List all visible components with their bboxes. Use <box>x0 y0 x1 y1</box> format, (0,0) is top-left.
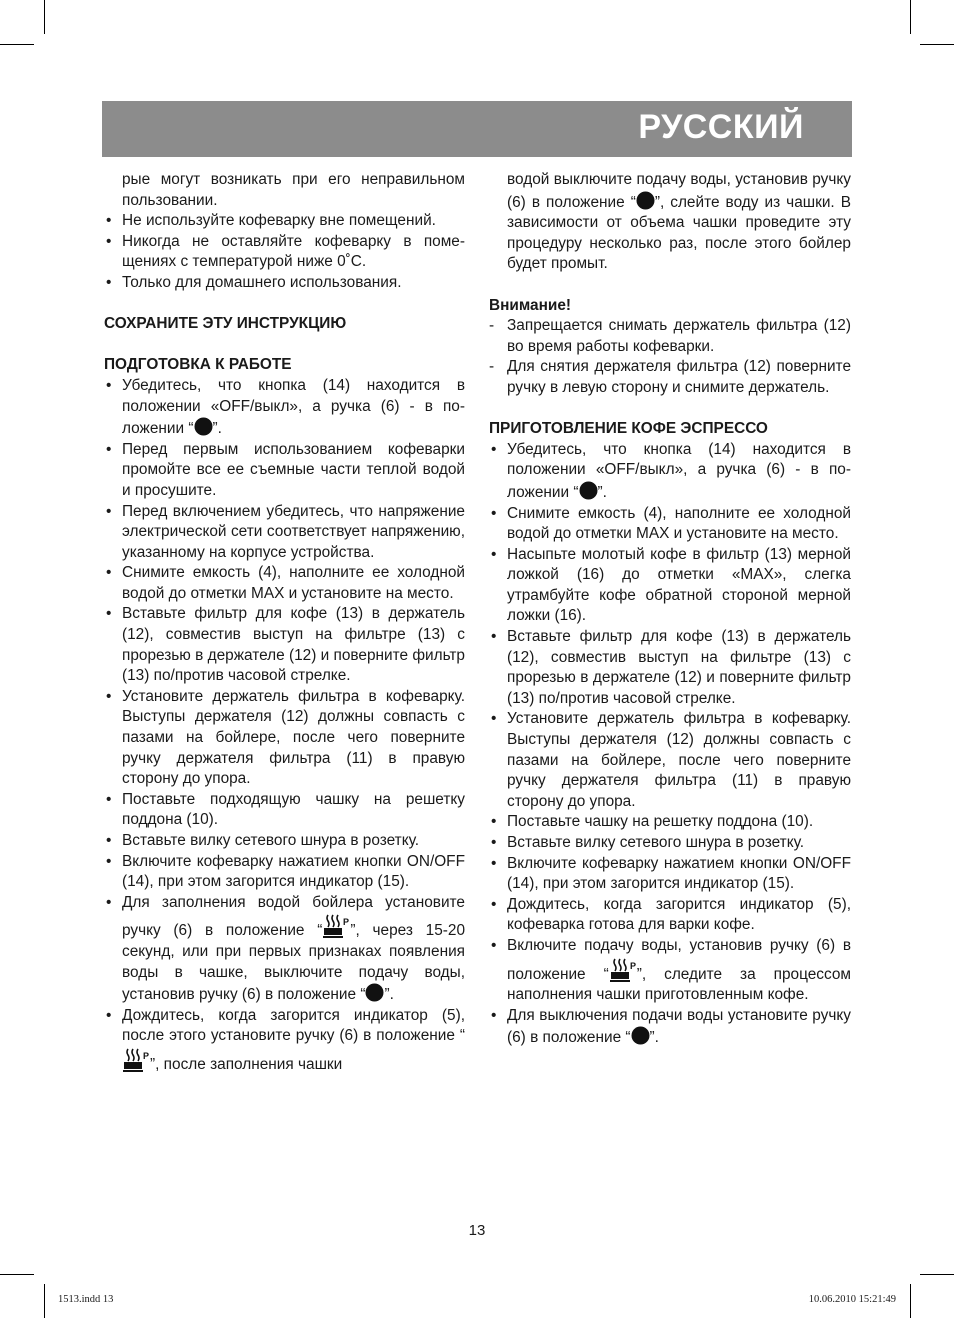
list-item: - Запрещается снимать держатель фильтра (12) во время работы кофеварки. <box>489 317 851 355</box>
svg-text:P: P <box>143 1050 150 1061</box>
warning-heading: Внимание! <box>489 296 572 314</box>
list-item: • Вставьте фильтр для кофе (13) в держатель (12), совместив выступ на фильтре (13) с прорезью в держателе (12) и поверните фильтр (13) по/против часовой стрелке. <box>491 628 851 707</box>
steaming-cup-icon <box>322 913 350 939</box>
page-number: 13 <box>468 1222 486 1239</box>
svg-text:P: P <box>343 917 350 928</box>
filled-circle-icon <box>365 983 384 1002</box>
intro-continuation: рые могут возникать при его неправильном пользовании. <box>122 171 465 209</box>
timestamp-slug: 10.06.2010 15:21:49 <box>808 1294 896 1305</box>
list-item: • Никогда не оставляйте кофеварку в помещениях с температурой ниже 0˚C. <box>106 232 465 271</box>
crop-mark <box>44 1284 45 1318</box>
list-item: • Включите подачу воды, установив ручку (6) в положение “ P ”, следите за процессом наполнения чашки приготовленным кофе. <box>491 936 851 1004</box>
steaming-cup-icon <box>122 1047 150 1073</box>
list-item: • Убедитесь, что кнопка (14) находится в положении «OFF/выкл», а ручка (6) - в положении “ ”. <box>106 376 465 438</box>
right-column <box>489 170 851 1049</box>
list-item: • Не используйте кофеварку вне помещений. <box>106 212 436 230</box>
filled-circle-icon <box>636 191 655 210</box>
list-item: • Вставьте вилку сетевого шнура в розетку. <box>491 834 805 851</box>
list-item: • Установите держатель фильтра в кофеварку. Выступы держателя (12) должны совпасть с пазами на бойлере, после чего поверните ручку держателя фильтра (11) в правую сторону до упора. <box>491 710 851 810</box>
list-item: • Вставьте вилку сетевого шнура в розетку. <box>106 832 420 849</box>
list-item: • Для заполнения водой бойлера установите ручку (6) в положение “ P ”, через 15-20 секунд, или при первых признаках появления воды в чашке, выключите подачу воды, установив ручку (6) в положение “ ”. <box>106 893 466 1004</box>
list-item: • Установите держатель фильтра в кофеварку. Выступы держателя (12) должны совпасть с пазами на бойлере, после чего поверните ручку держателя фильтра (11) в правую сторону до упора. <box>106 687 465 788</box>
crop-mark <box>44 0 45 34</box>
list-item: • Насыпьте молотый кофе в фильтр (13) мерной ложкой (16) до отметки «MAX», слегка утрамбуйте кофе обратной стороной мерной ложки (16). <box>491 545 851 625</box>
steaming-cup-icon <box>609 957 637 983</box>
page-title: РУССКИЙ <box>638 108 804 146</box>
crop-mark <box>910 0 911 34</box>
crop-mark <box>0 1274 34 1275</box>
crop-mark <box>920 1274 954 1275</box>
list-item: • Включите кофеварку нажатием кнопки ON/OFF (14), при этом загорится индикатор (15). <box>491 854 851 893</box>
list-item: • Убедитесь, что кнопка (14) находится в положении «OFF/выкл», а ручка (6) - в положении “ ”. <box>491 440 851 501</box>
list-item: • Поставьте чашку на решетку поддона (10). <box>491 813 814 831</box>
list-item: • Дождитесь, когда загорится индикатор (5), после этого установите ручку (6) в положение “ P ”, после заполнения чашки <box>106 1006 465 1073</box>
preparation-heading: ПОДГОТОВКА К РАБОТЕ <box>104 356 292 374</box>
list-item: • Снимите емкость (4), наполните ее холодной водой до отметки MAX и установите на место. <box>106 564 465 602</box>
list-item: • Перед включением убедитесь, что напряжение электрической сети соответствует напряжению, указанному на корпусе устройства. <box>106 502 465 561</box>
list-item: • Включите кофеварку нажатием кнопки ON/OFF (14), при этом загорится индикатор (15). <box>106 852 465 891</box>
filled-circle-icon <box>194 417 213 436</box>
crop-mark <box>0 44 34 45</box>
list-item: • Поставьте подходящую чашку на решетку поддона (10). <box>106 790 465 829</box>
crop-mark <box>920 44 954 45</box>
svg-text:P: P <box>629 960 636 971</box>
list-item: - Для снятия держателя фильтра (12) поверните ручку в левую сторону и снимите держатель. <box>489 358 851 396</box>
crop-mark <box>910 1284 911 1318</box>
save-instruction-heading: СОХРАНИТЕ ЭТУ ИНСТРУКЦИЮ <box>104 315 347 333</box>
filled-circle-icon <box>631 1026 650 1045</box>
list-item: • Снимите емкость (4), наполните ее холодной водой до отметки MAX и установите на место. <box>491 504 851 543</box>
flush-continuation: водой выключите подачу воды, установив ручку (6) в положение “ ”, слейте воду из чашки. В зависимости от объема чашки проведите эту процедуру несколько раз, после этого бойлер будет промыт. <box>507 171 852 273</box>
file-slug: 1513.indd 13 <box>58 1294 114 1305</box>
list-item: • Для выключения подачи воды установите ручку (6) в положение “ ”. <box>491 1006 851 1047</box>
language-banner <box>102 101 852 157</box>
list-item: • Дождитесь, когда загорится индикатор (5), кофеварка готова для варки кофе. <box>491 895 851 934</box>
espresso-heading: ПРИГОТОВЛЕНИЕ КОФЕ ЭСПРЕССО <box>489 420 768 438</box>
list-item: • Только для домашнего использования. <box>106 273 402 291</box>
left-column <box>104 170 465 1076</box>
list-item: • Перед первым использованием кофеварки промойте все ее съемные части теплой водой и просушите. <box>106 440 465 499</box>
list-item: • Вставьте фильтр для кофе (13) в держатель (12), совместив выступ на фильтре (13) с прорезью в держателе (12) и поверните фильтр (13) по/против часовой стрелке. <box>106 605 465 685</box>
filled-circle-icon <box>579 481 598 500</box>
